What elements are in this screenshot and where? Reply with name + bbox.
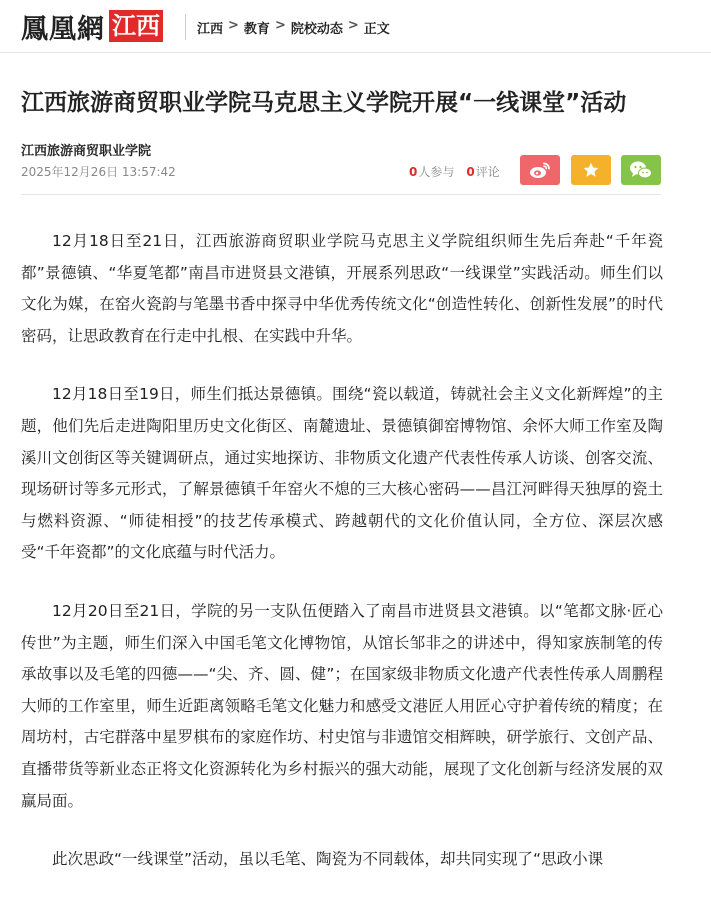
logo-region: 江西 xyxy=(109,10,163,42)
breadcrumb xyxy=(197,18,390,37)
site-logo[interactable] xyxy=(21,9,163,43)
header-divider xyxy=(21,194,661,195)
favorite-button[interactable] xyxy=(571,155,611,185)
breadcrumb-separator: > xyxy=(274,18,286,33)
logo-brand: 鳳凰網 xyxy=(21,13,105,45)
article-time: 2025年12月26日 13:57:42 xyxy=(21,165,176,179)
comments-stat[interactable] xyxy=(466,163,499,180)
star-icon xyxy=(582,161,600,179)
site-header xyxy=(0,0,711,53)
article-title: 江西旅游商贸职业学院马克思主义学院开展“一线课堂”活动 xyxy=(21,90,627,116)
participants-label: 人参与 xyxy=(418,165,455,179)
article-paragraph: 12月18日至19日，师生们抵达景德镇。围绕“瓷以载道，铸就社会主义文化新辉煌”的主题，他们先后走进陶阳里历史文化街区、南麓遗址、景德镇御窑博物馆、余怀大师工作室及陶溪川文创街区等关键调研点，通过实地探访、非物质文化遗产代表性传承人访谈、创客交流、现场研讨等多元形式，了解景德镇千年窑火不熄的三大核心密码——昌江河畔得天独厚的瓷土与燃料资源、“师徒相授”的技艺传承模式、跨越朝代的文化价值认同，全方位、深层次感受“千年瓷都”的文化底蕴与时代活力。 xyxy=(21,385,663,562)
participants-count: 0 xyxy=(409,165,418,179)
wechat-icon xyxy=(629,160,653,180)
share-wechat-button[interactable] xyxy=(621,155,661,185)
logo-divider xyxy=(185,14,186,40)
breadcrumb-school-news[interactable]: 院校动态 xyxy=(290,22,343,37)
weibo-icon xyxy=(529,160,551,180)
article-body xyxy=(21,226,663,903)
share-weibo-button[interactable] xyxy=(520,155,560,185)
breadcrumb-current: 正文 xyxy=(363,22,390,37)
breadcrumb-separator: > xyxy=(228,18,239,33)
participants-stat[interactable] xyxy=(409,163,454,180)
article-paragraph: 12月20日至21日，学院的另一支队伍便踏入了南昌市进贤县文港镇。以“笔都文脉·匠心传世”为主题，师生们深入中国毛笔文化博物馆，从馆长邹非之的讲述中，得知家族制笔的传承故事以及毛笔的四德——“尖、齐、圆、健”；在国家级非物质文化遗产代表性传承人周鹏程大师的工作室里，师生近距离领略毛笔文化魅力和感受文港匠人用匠心守护着传统的精度；在周坊村，古宅群落中星罗棋布的家庭作坊、村史馆与非遗馆交相辉映，研学旅行、文创产品、直播带货等新业态正将文化资源转化为乡村振兴的强大动能，展现了文化创新与经济发展的双赢局面。 xyxy=(21,601,663,810)
comments-count: 0 xyxy=(466,165,475,179)
comments-label: 评论 xyxy=(475,165,500,179)
article-paragraph: 12月18日至21日，江西旅游商贸职业学院马克思主义学院组织师生先后奔赴“千年瓷都”景德镇、“华夏笔都”南昌市进贤县文港镇，开展系列思政“一线课堂”实践活动。师生们以文化为媒，在窑火瓷韵与笔墨书香中探寻中华优秀传统文化“创造性转化、创新性发展”的时代密码，让思政教育在行走中扎根、在实践中升华。 xyxy=(21,232,663,345)
breadcrumb-jiangxi[interactable]: 江西 xyxy=(197,22,224,37)
breadcrumb-separator: > xyxy=(347,18,359,33)
article-paragraph: 此次思政“一线课堂”活动，虽以毛笔、陶瓷为不同载体，却共同实现了“思政小课 xyxy=(52,850,604,869)
breadcrumb-education[interactable]: 教育 xyxy=(243,22,270,37)
article-stats xyxy=(409,163,500,180)
article-source[interactable]: 江西旅游商贸职业学院 xyxy=(21,144,152,159)
